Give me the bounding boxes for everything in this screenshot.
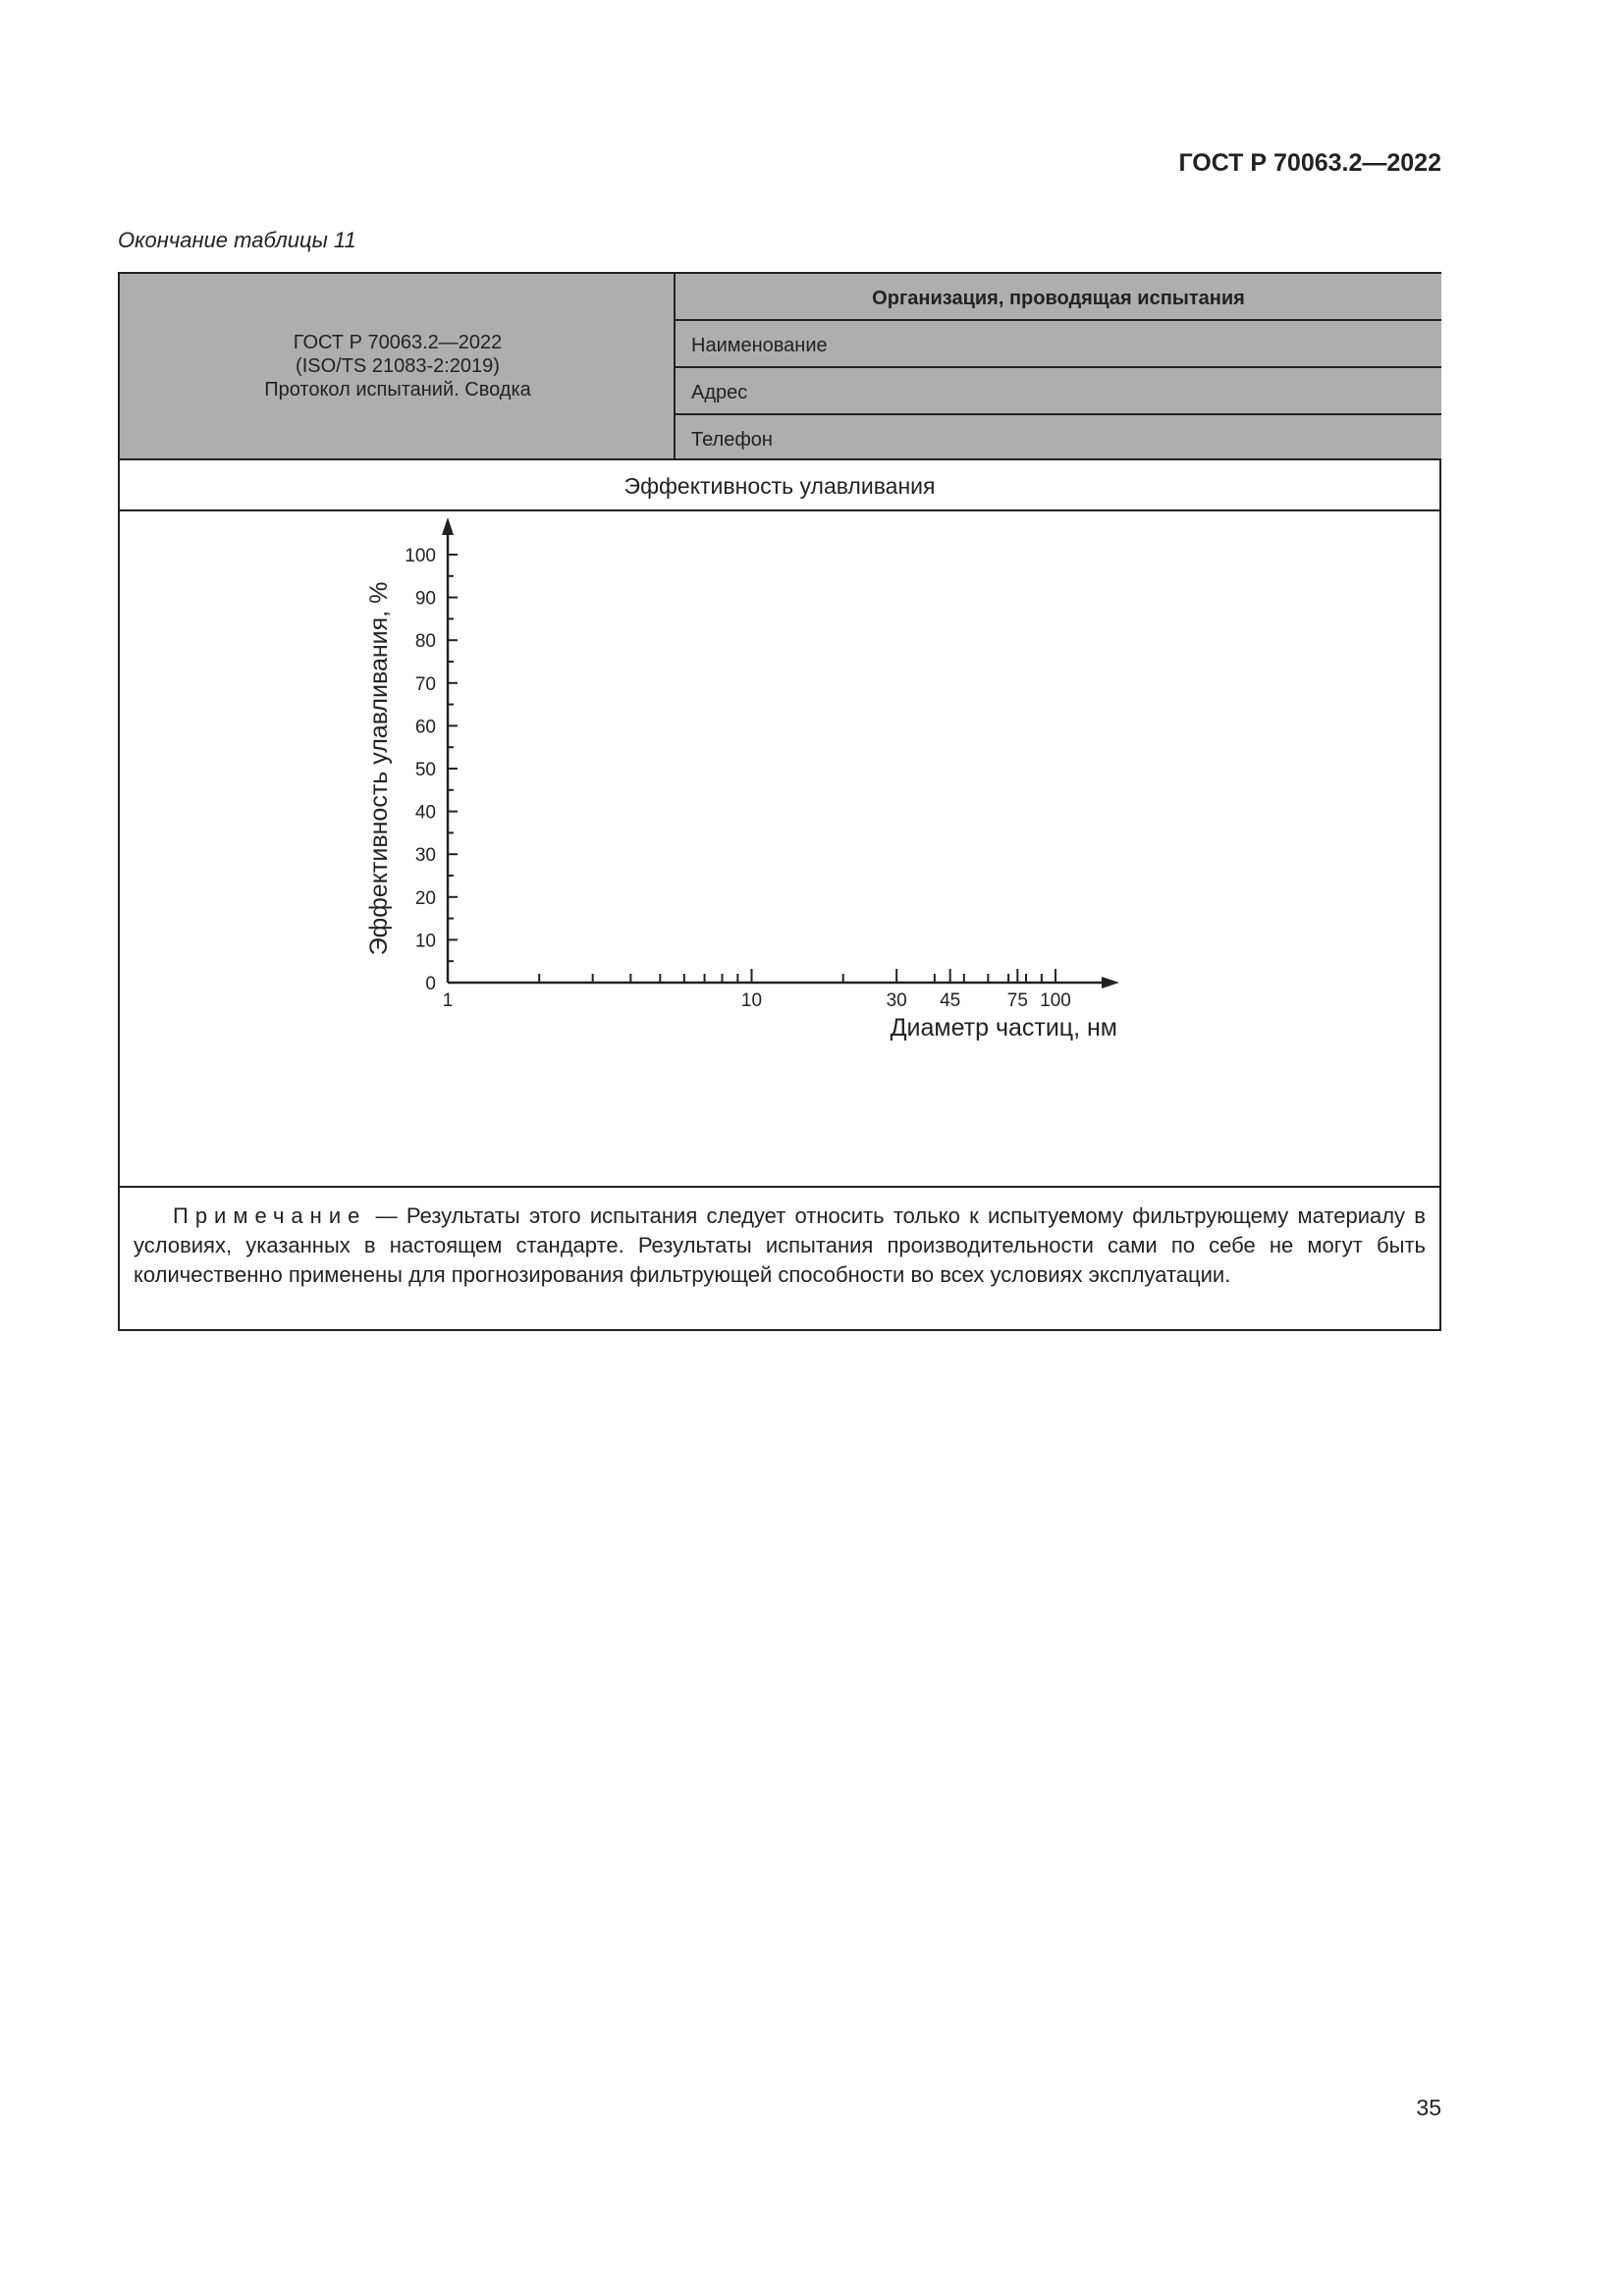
x-axis-arrow [1102,977,1119,988]
y-tick-label: 70 [414,673,436,695]
x-tick-label: 100 [1040,990,1071,1011]
y-tick-label: 0 [425,974,436,994]
standard-code: ГОСТ Р 70063.2—2022 [1178,149,1441,177]
x-axis-title: Диаметр частиц, нм [890,1014,1117,1041]
y-tick-label: 50 [414,760,436,780]
org-phone-cell [676,415,1441,460]
y-tick-label: 90 [414,588,436,610]
efficiency-chart [120,511,1439,1186]
org-name-cell [676,321,1441,368]
y-axis-title: Эффективность улавливания, % [365,581,393,956]
y-tick-label: 60 [414,717,436,738]
x-tick-label: 45 [940,990,961,1011]
y-tick-label: 20 [414,887,436,909]
y-tick-label: 40 [414,802,436,824]
x-tick-label: 75 [1006,990,1028,1011]
y-axis-arrow [442,517,454,535]
org-phone-label: Телефон [691,429,773,451]
protocol-iso-ref: (ISO/TS 21083-2:2019) [296,355,500,377]
table-caption: Окончание таблицы 11 [118,228,356,252]
section-title: Эффективность улавливания [120,460,1439,511]
protocol-standard: ГОСТ Р 70063.2—2022 [293,332,503,353]
protocol-title: Протокол испытаний. Сводка [264,379,531,400]
org-title-cell [676,274,1441,321]
page-number: 35 [1416,2095,1441,2120]
note-text: — Результаты этого испытания следует относить только к испытуемому фильтрующему материалу в условиях, указанных в настоящем стандарте. Результаты испытания производительности сами по себе не могут быть количественно применены для прогнозирования фильтрующей способности во всех условиях эксплуатации. [134,1203,1426,1287]
org-name-label: Наименование [691,335,828,356]
org-address-label: Адрес [691,382,748,403]
org-title: Организация, проводящая испытания [872,288,1245,309]
chart-area [120,511,1439,1188]
y-tick-label: 80 [414,631,436,653]
y-tick-label: 100 [405,546,436,566]
x-tick-label: 30 [886,990,907,1011]
summary-table [118,272,1441,1331]
y-tick-label: 10 [414,931,436,952]
note [120,1188,1439,1329]
org-address-cell [676,368,1441,415]
protocol-header-cell [120,274,676,460]
x-tick-label: 1 [442,990,454,1011]
note-label: Примечание [173,1203,367,1228]
y-tick-label: 30 [414,845,436,867]
x-tick-label: 10 [740,990,763,1011]
